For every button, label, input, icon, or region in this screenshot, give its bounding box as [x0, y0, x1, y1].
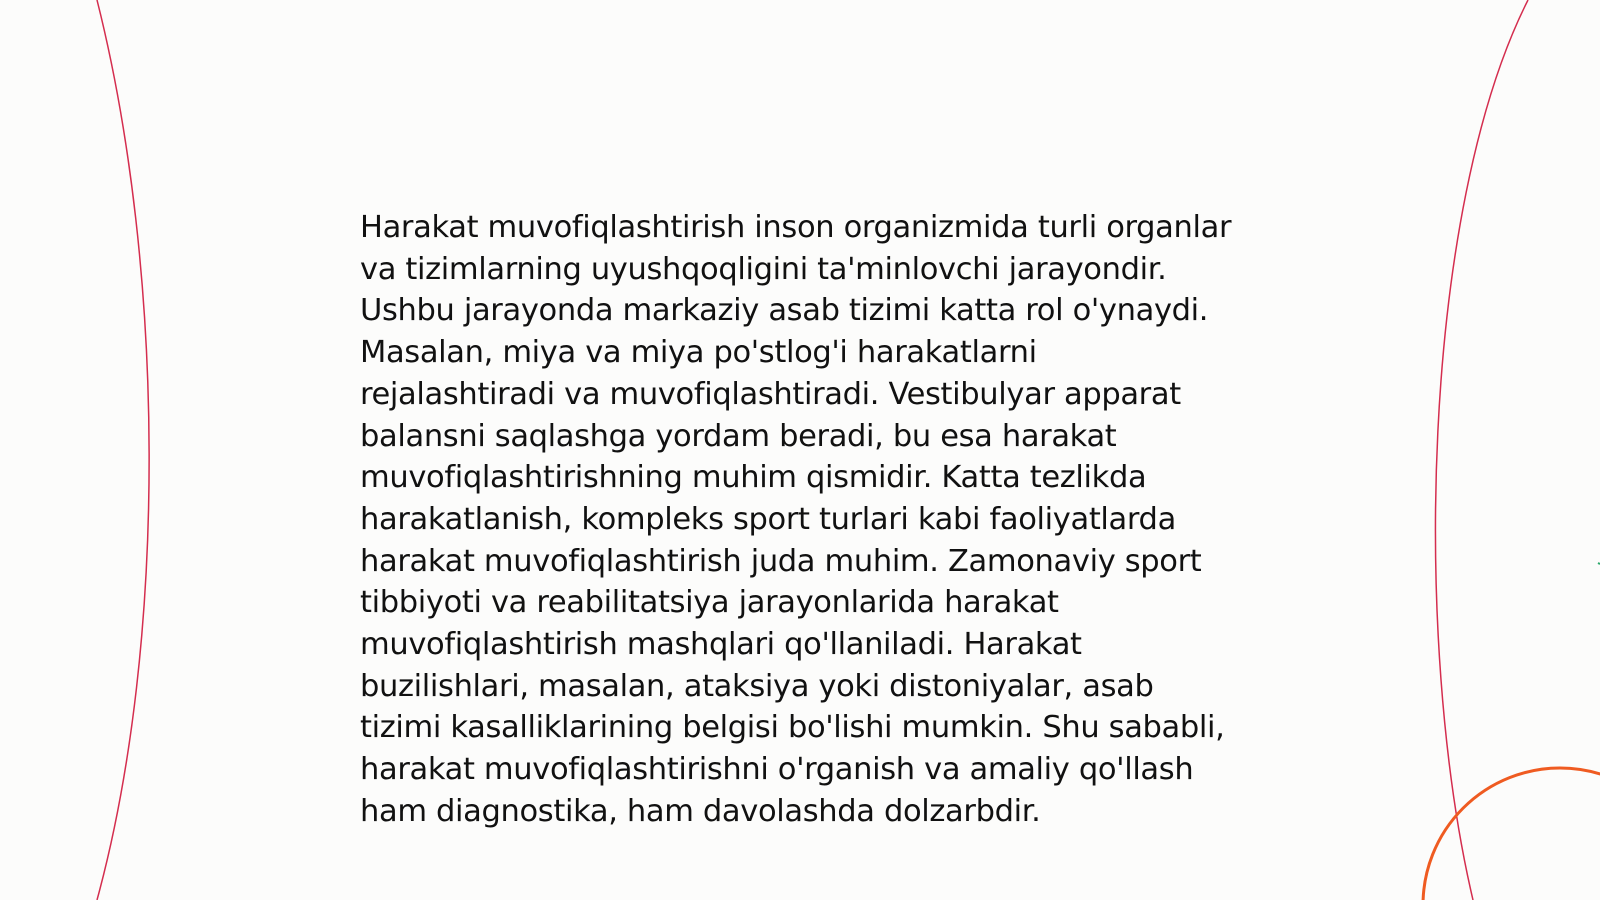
- body-paragraph: Harakat muvofiqlashtirish inson organizmida turli organlar va tizimlarning uyushqoqligini ta'minlovchi jarayondir. Ushbu jarayonda markaziy asab tizimi katta rol o'ynaydi. Masalan, miya va miya po'stlog'i harakatlarni rejalashtiradi va muvofiqlashtiradi. Vestibulyar apparat balansni saqlashga yordam beradi, bu esa harakat muvofiqlashtirishning muhim qismidir. Katta tezlikda harakatlanish, kompleks sport turlari kabi faoliyatlarda harakat muvofiqlashtirish juda muhim. Zamonaviy sport tibbiyoti va reabilitatsiya jarayonlarida harakat muvofiqlashtirish mashqlari qo'llaniladi. Harakat buzilishlari, masalan, ataksiya yoki distoniyalar, asab tizimi kasalliklarining belgisi bo'lishi mumkin. Shu sababli, harakat muvofiqlashtirishni o'rganish va amaliy qo'llash ham diagnostika, ham davolashda dolzarbdir.: [360, 210, 1232, 829]
- right-arc-line: [1435, 0, 1528, 900]
- orange-circle-outline: [1423, 768, 1600, 900]
- left-arc-line: [97, 0, 149, 900]
